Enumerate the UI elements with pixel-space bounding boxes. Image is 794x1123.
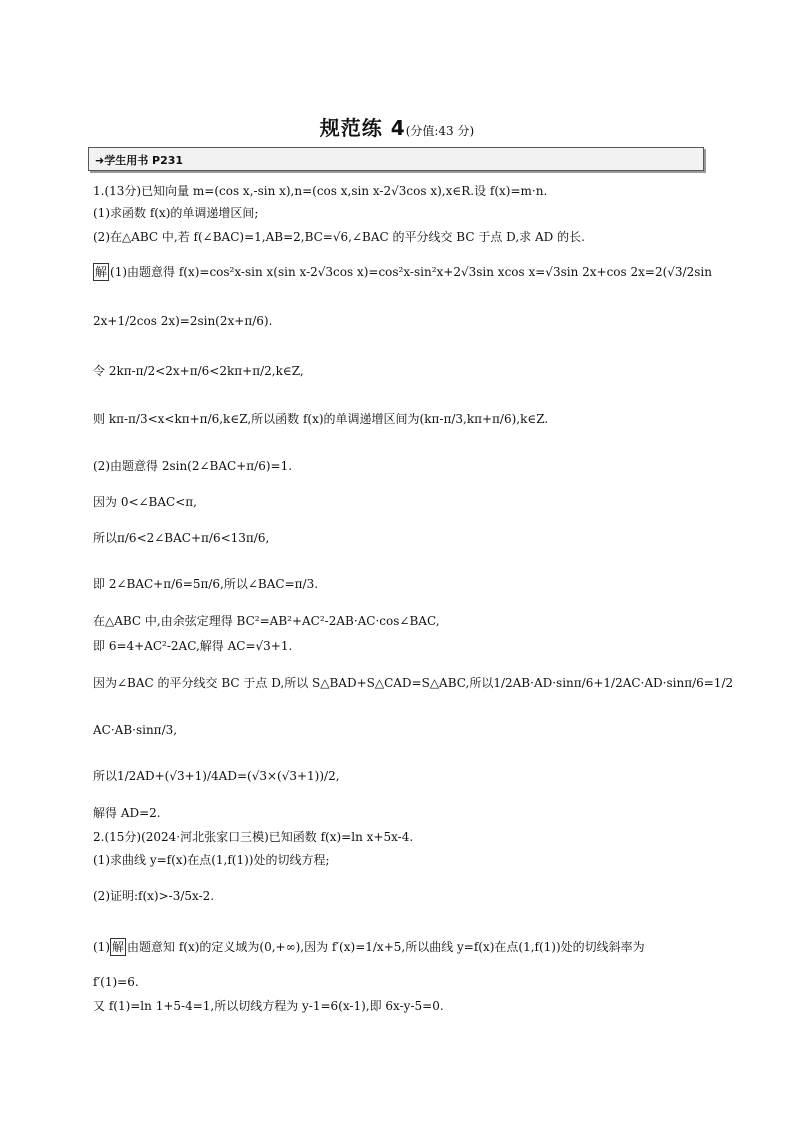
solution1-line3: 令 2kπ-π/2<2x+π/6<2kπ+π/2,k∈Z, xyxy=(93,364,304,378)
solution1-line13: 所以1/2AD+(√3+1)/4AD=(√3×(√3+1))/2, xyxy=(93,769,340,783)
title-score: (分值:43 分) xyxy=(405,124,475,138)
problem2-part1: (1)求曲线 y=f(x)在点(1,f(1))处的切线方程; xyxy=(93,853,330,867)
solution-tag: 解 xyxy=(112,940,125,954)
solution1-line14: 解得 AD=2. xyxy=(93,806,161,820)
solution-tag: 解 xyxy=(95,265,108,279)
solution1-line2: 2x+1/2cos 2x)=2sin(2x+π/6). xyxy=(93,314,273,328)
problem2-part2: (2)证明:f(x)>-3/5x-2. xyxy=(93,889,215,903)
title-main: 规范练 4 xyxy=(319,116,406,140)
solution1-line8: 即 2∠BAC+π/6=5π/6,所以∠BAC=π/3. xyxy=(93,577,319,591)
book-reference: ➜学生用书 P231 xyxy=(95,154,184,167)
solution1-line7: 所以π/6<2∠BAC+π/6<13π/6, xyxy=(93,531,270,545)
solution1-line12: AC·AB·sinπ/3, xyxy=(93,723,178,737)
problem1-stem: 1.(13分)已知向量 m=(cos x,-sin x),n=(cos x,sin x-2√3cos x),x∈R.设 f(x)=m·n. xyxy=(93,184,548,198)
solution2-line2: f′(1)=6. xyxy=(93,975,139,989)
book-reference-bar xyxy=(88,147,704,171)
solution1-line9: 在△ABC 中,由余弦定理得 BC²=AB²+AC²-2AB·AC·cos∠BAC, xyxy=(93,614,440,628)
solution1-line11: 因为∠BAC 的平分线交 BC 于点 D,所以 S△BAD+S△CAD=S△ABC,所以1/2AB·AD·sinπ/6+1/2AC·AD·sinπ/6=1/2 xyxy=(93,676,734,690)
solution1-line5: (2)由题意得 2sin(2∠BAC+π/6)=1. xyxy=(93,459,293,473)
solution1-line10: 即 6=4+AC²-2AC,解得 AC=√3+1. xyxy=(93,639,293,653)
problem2-stem: 2.(15分)(2024·河北张家口三模)已知函数 f(x)=ln x+5x-4. xyxy=(93,830,414,844)
solution2-line1: (1) 解 由题意知 f(x)的定义域为(0,+∞),因为 f′(x)=1/x+5,所以曲线 y=f(x)在点(1,f(1))处的切线斜率为 xyxy=(93,940,645,954)
solution2-line3: 又 f(1)=ln 1+5-4=1,所以切线方程为 y-1=6(x-1),即 6x-y-5=0. xyxy=(93,999,444,1013)
solution1-line6: 因为 0<∠BAC<π, xyxy=(93,495,197,509)
solution1-line4: 则 kπ-π/3<x<kπ+π/6,k∈Z,所以函数 f(x)的单调递增区间为(kπ-π/3,kπ+π/6),k∈Z. xyxy=(93,412,549,426)
problem1-part1: (1)求函数 f(x)的单调递增区间; xyxy=(93,206,259,220)
solution1-line1: 解 (1)由题意得 f(x)=cos²x-sin x(sin x-2√3cos x)=cos²x-sin²x+2√3sin xcos x=√3sin 2x+cos 2x=2(√3/2sin xyxy=(95,265,712,279)
problem1-part2: (2)在△ABC 中,若 f(∠BAC)=1,AB=2,BC=√6,∠BAC 的平分线交 BC 于点 D,求 AD 的长. xyxy=(93,230,585,244)
page-title xyxy=(0,112,794,141)
